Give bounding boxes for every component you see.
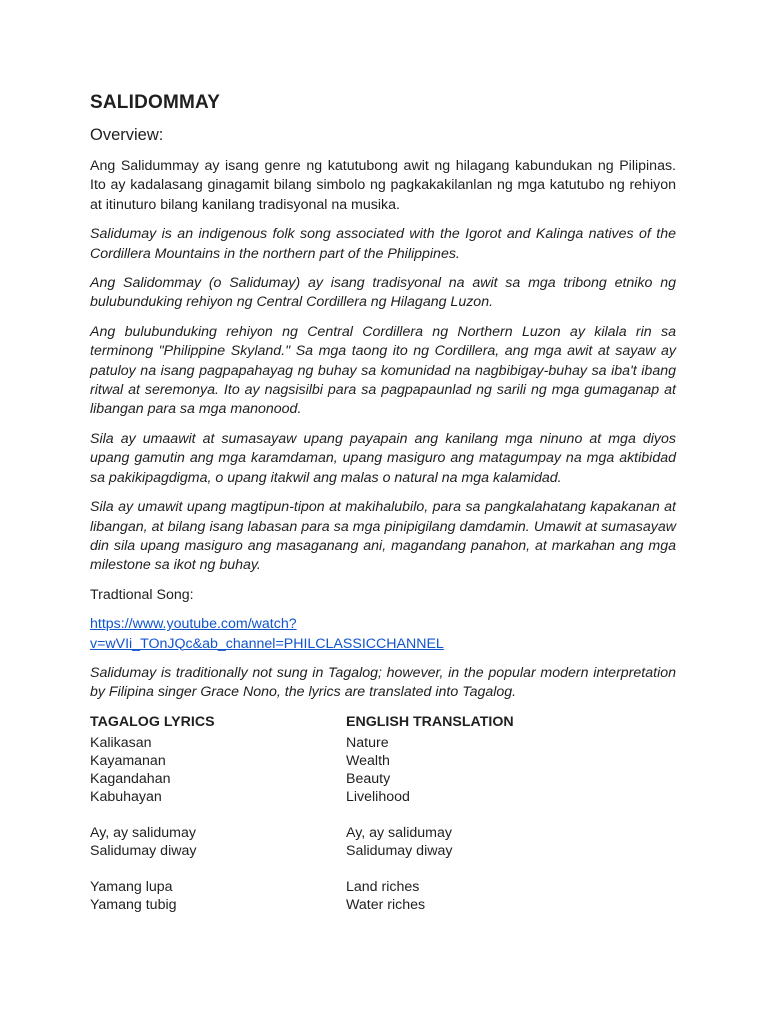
paragraph-skyland: Ang bulubunduking rehiyon ng Central Cordillera ng Northern Luzon ay kilala rin sa terminong "Philippine Skyland." Sa mga taong ito ng Cordillera, ang mga awit at sayaw ay patuloy na isang pagpapahayag ng buhay sa komunidad na nagbibigay-buhay sa iba't ibang ritwal at seremonya. Ito ay nagsisilbi para sa pagpapaunlad ng sarili ng mga gumaganap at libangan para sa mga manonood. xyxy=(90,323,676,418)
youtube-link[interactable] xyxy=(90,616,444,651)
lyric-english: Land riches xyxy=(346,878,420,895)
stanza-spacer xyxy=(90,860,346,878)
youtube-link-paragraph xyxy=(90,615,676,654)
paragraph-salidommay-definition: Ang Salidommay (o Salidumay) ay isang tradisyonal na awit sa mga tribong etniko ng bulubunduking rehiyon ng Central Cordillera ng Hilagang Luzon. xyxy=(90,275,676,311)
paragraph-intro-english: Salidumay is an indigenous folk song associated with the Igorot and Kalinga natives of the Cordillera Mountains in the northern part of the Philippines. xyxy=(90,226,676,262)
paragraph-gathering: Sila ay umawit upang magtipun-tipon at makihalubilo, para sa pangkalahatang kapakanan at libangan, at bilang isang labasan para sa mga pinipigilang damdamin. Umawit at sumasayaw din sila upang masiguro ang masaganang ani, magandang panahon, at markahan ang mga milestone sa ikot ng buhay. xyxy=(90,499,676,574)
lyric-english: Salidumay diway xyxy=(346,842,453,859)
lyric-english: Nature xyxy=(346,734,389,751)
lyrics-table xyxy=(90,713,676,914)
stanza-spacer xyxy=(346,806,676,824)
stanza-spacer xyxy=(90,806,346,824)
overview-heading: Overview: xyxy=(90,126,164,144)
document-title: SALIDOMMAY xyxy=(90,92,221,113)
lyric-tagalog: Salidumay diway xyxy=(90,842,197,859)
lyric-tagalog: Kagandahan xyxy=(90,770,171,787)
document-content xyxy=(90,92,676,914)
lyric-english: Ay, ay salidumay xyxy=(346,824,452,841)
lyric-tagalog: Kalikasan xyxy=(90,734,152,751)
youtube-link-line1: https://www.youtube.com/watch? xyxy=(90,616,297,633)
lyric-english: Beauty xyxy=(346,770,391,787)
lyric-tagalog: Yamang tubig xyxy=(90,896,177,913)
traditional-song-label: Tradtional Song: xyxy=(90,586,194,603)
paragraph-rituals: Sila ay umaawit at sumasayaw upang payapain ang kanilang mga ninuno at mga diyos upang gamutin ang mga karamdaman, upang masiguro ang matagumpay na mga aktibidad sa pakikipagdigma, o upang itakwil ang malas o natural na mga kalamidad. xyxy=(90,430,676,486)
lyric-tagalog: Yamang lupa xyxy=(90,878,173,895)
lyric-english: Wealth xyxy=(346,752,390,769)
lyric-english: Livelihood xyxy=(346,788,410,805)
lyric-tagalog: Kabuhayan xyxy=(90,788,162,805)
lyric-tagalog: Ay, ay salidumay xyxy=(90,824,196,841)
paragraph-grace-nono-note: Salidumay is traditionally not sung in Tagalog; however, in the popular modern interpretation by Filipina singer Grace Nono, the lyrics are translated into Tagalog. xyxy=(90,664,676,701)
english-translation-heading: ENGLISH TRANSLATION xyxy=(346,713,514,730)
stanza-spacer xyxy=(346,860,676,878)
youtube-link-line2: v=wVIi_TOnJQc&ab_channel=PHILCLASSICCHANNEL xyxy=(90,635,444,652)
lyric-english: Water riches xyxy=(346,896,426,913)
tagalog-lyrics-heading: TAGALOG LYRICS xyxy=(90,713,215,730)
lyric-tagalog: Kayamanan xyxy=(90,752,166,769)
paragraph-intro-tagalog: Ang Salidummay ay isang genre ng katutubong awit ng hilagang kabundukan ng Pilipinas. Ito ay kadalasang ginagamit bilang simbolo ng pagkakakilanlan ng mga katutubo ng rehiyon at itinuturo bilang kanilang tradisyonal na musika. xyxy=(90,158,676,213)
